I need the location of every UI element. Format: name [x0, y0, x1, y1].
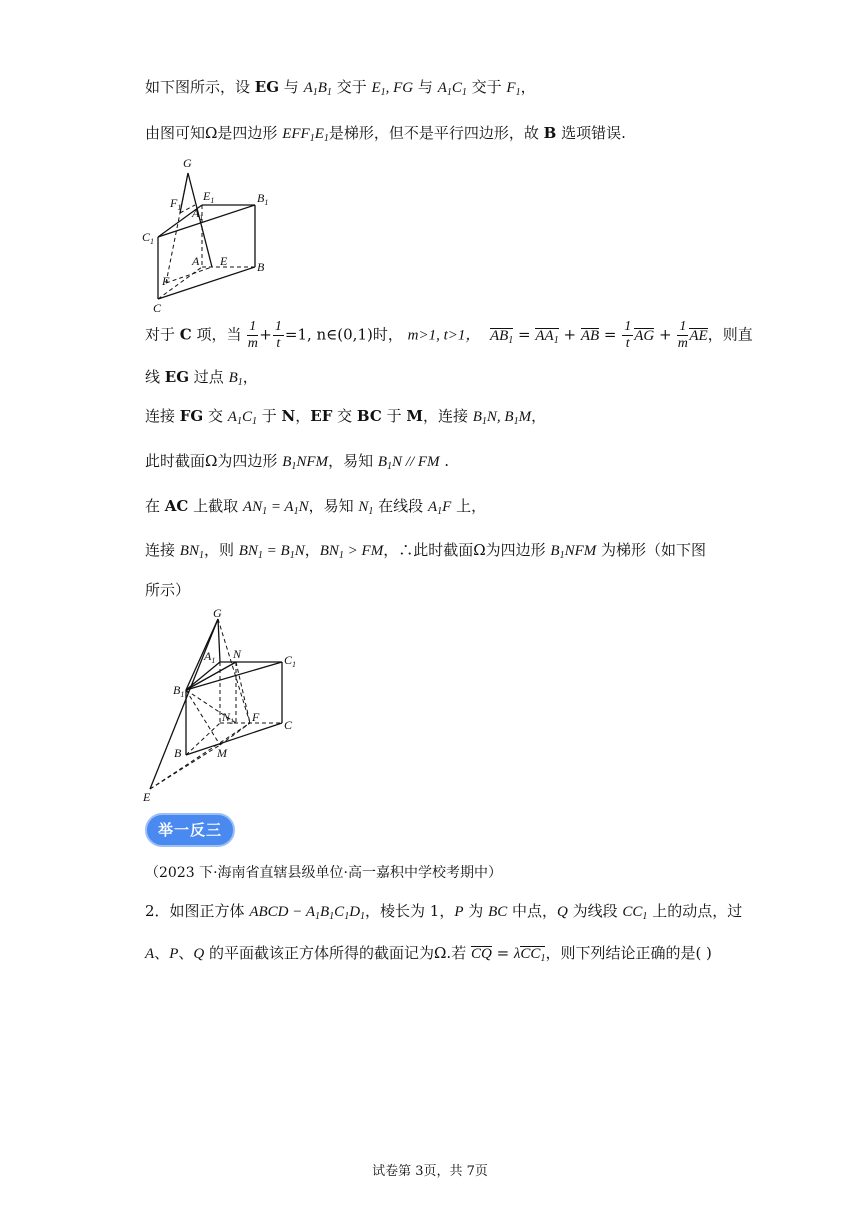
figure1-label-C1: $C_1$: [142, 230, 155, 246]
figure2-label-B1: $B_1$: [173, 683, 185, 699]
figure1-label-F: F: [162, 274, 170, 288]
figure2-label-C1: $C_1$: [284, 653, 297, 669]
figure1-label-E1: $E_1$: [203, 189, 215, 205]
text-line-1: 如下图所示，设 EG 与 $A_1B_1$ 交于 $E_1$, FG 与 $A_1C_1$ 交于 $F_1$，: [145, 78, 536, 98]
figure1-label-F1: $F_1$: [170, 196, 182, 212]
figure2-label-A1: $A_1$: [204, 649, 216, 665]
figure2-label-B: B: [174, 746, 182, 760]
figure1-label-C: C: [153, 301, 162, 313]
text-line-2: 由图可知Ω是四边形 $EFF_1E_1$是梯形，但不是平行四边形，故 B 选项错误.: [145, 124, 626, 144]
question-2-line-1: 2．如图正方体 ABCD − $A_1B_1C_1D_1$，棱长为 1，P 为 BC 中点，Q 为线段 $CC_1$ 上的动点，过: [145, 902, 743, 922]
figure1-label-B1: $B_1$: [257, 191, 269, 207]
practice-badge: 举一反三: [145, 813, 235, 847]
figure2-label-N: N: [233, 647, 242, 661]
text-line-9: 所示）: [145, 581, 191, 599]
text-line-3: 对于 C 项，当 $\frac{1}{m}$ + $\frac{1}{t}$ =1, n∈(0,1)时， m>1, t>1， $AB_1 = AA_1$ + AB = $\frac{1}{t}$ AG + $\frac{1}{m}$ AE，则直: [145, 319, 753, 351]
figure2-label-F: F: [252, 710, 260, 724]
figure2-label-N1: $N_1$: [222, 710, 235, 726]
figure-prism-1: [140, 155, 280, 313]
figure1-label-B: B: [257, 260, 265, 274]
figure2-label-M: M: [217, 746, 227, 760]
text-line-5: 连接 FG 交 $A_1C_1$ 于 N，EF 交 BC 于 M，连接 $B_1N$, $B_1M$，: [145, 407, 547, 427]
question-source: （2023 下·海南省直辖县级单位·高一嘉积中学校考期中）: [145, 865, 502, 881]
figure1-label-G: G: [183, 156, 192, 170]
figure-prism-2: [140, 605, 310, 805]
figure2-label-C: C: [284, 718, 293, 732]
text-line-7: 在 AC 上截取 $AN_1 = A_1N$，易知 $N_1$ 在线段 $A_1F$ 上，: [145, 497, 487, 517]
text-line-8: 连接 $BN_1$，则 $BN_1 = B_1N$，$BN_1$ > FM，∴此时截面Ω为四边形 $B_1NFM$ 为梯形（如下图: [145, 541, 707, 561]
figure1-label-E: E: [220, 254, 228, 268]
figure1-label-A1: $A_1$: [192, 206, 204, 222]
page-footer: 试卷第 3页，共 7页: [372, 1164, 488, 1179]
text-line-6: 此时截面Ω为四边形 $B_1NFM$，易知 $B_1N$ // FM .: [145, 452, 450, 472]
question-2-line-2: A、P、Q 的平面截该正方体所得的截面记为Ω.若 CQ = λCC$_1$，则下列结论正确的是( ): [145, 944, 712, 964]
figure2-label-E: E: [143, 790, 151, 804]
figure2-label-G: G: [213, 606, 222, 620]
figure1-label-A: A: [192, 254, 200, 268]
text-line-4: 线 EG 过点 $B_1$，: [145, 368, 258, 388]
